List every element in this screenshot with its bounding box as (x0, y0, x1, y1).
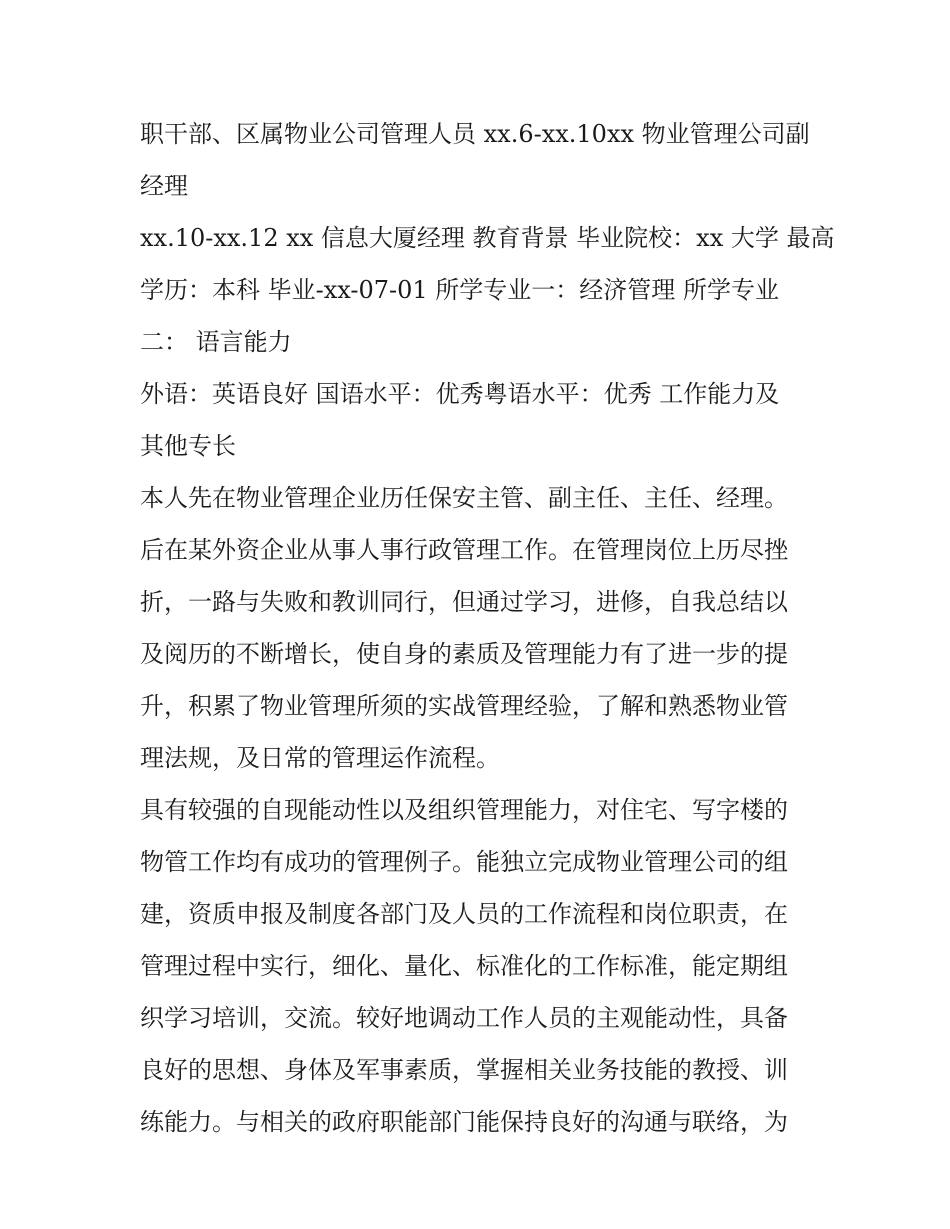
text-line: 建，资质申报及制度各部门及人员的工作流程和岗位职责，在 (140, 900, 788, 928)
text-line: 良好的思想、身体及军事素质，掌握相关业务技能的教授、训 (140, 1056, 788, 1084)
text-line: 后在某外资企业从事人事行政管理工作。在管理岗位上历尽挫 (140, 536, 788, 564)
text-line: 本人先在物业管理企业历任保安主管、副主任、主任、经理。 (140, 484, 788, 512)
text-line: 外语：英语良好 国语水平：优秀粤语水平：优秀 工作能力及 (140, 380, 780, 408)
text-line: 学历：本科 毕业-xx-07-01 所学专业一：经济管理 所学专业 (140, 276, 779, 304)
text-line: xx.10-xx.12 xx 信息大厦经理 教育背景 毕业院校：xx 大学 最高 (140, 224, 835, 252)
text-line: 及阅历的不断增长，使自身的素质及管理能力有了进一步的提 (140, 640, 788, 668)
document-body (140, 108, 835, 1148)
text-line: 织学习培训，交流。较好地调动工作人员的主观能动性，具备 (140, 1004, 788, 1032)
text-line: 物管工作均有成功的管理例子。能独立完成物业管理公司的组 (140, 848, 788, 876)
text-line: 具有较强的自现能动性以及组织管理能力，对住宅、写字楼的 (140, 796, 788, 824)
text-line: 二： 语言能力 (140, 328, 292, 356)
text-line: 管理过程中实行，细化、量化、标准化的工作标准，能定期组 (140, 952, 788, 980)
text-line: 职干部、区属物业公司管理人员 xx.6-xx.10xx 物业管理公司副 (140, 120, 810, 148)
text-line: 其他专长 (140, 432, 236, 460)
text-line: 练能力。与相关的政府职能部门能保持良好的沟通与联络，为 (140, 1108, 788, 1136)
text-line: 折，一路与失败和教训同行，但通过学习，进修，自我总结以 (140, 588, 788, 616)
text-line: 理法规，及日常的管理运作流程。 (140, 744, 500, 772)
text-line: 经理 (140, 172, 188, 200)
text-line: 升，积累了物业管理所须的实战管理经验，了解和熟悉物业管 (140, 692, 788, 720)
